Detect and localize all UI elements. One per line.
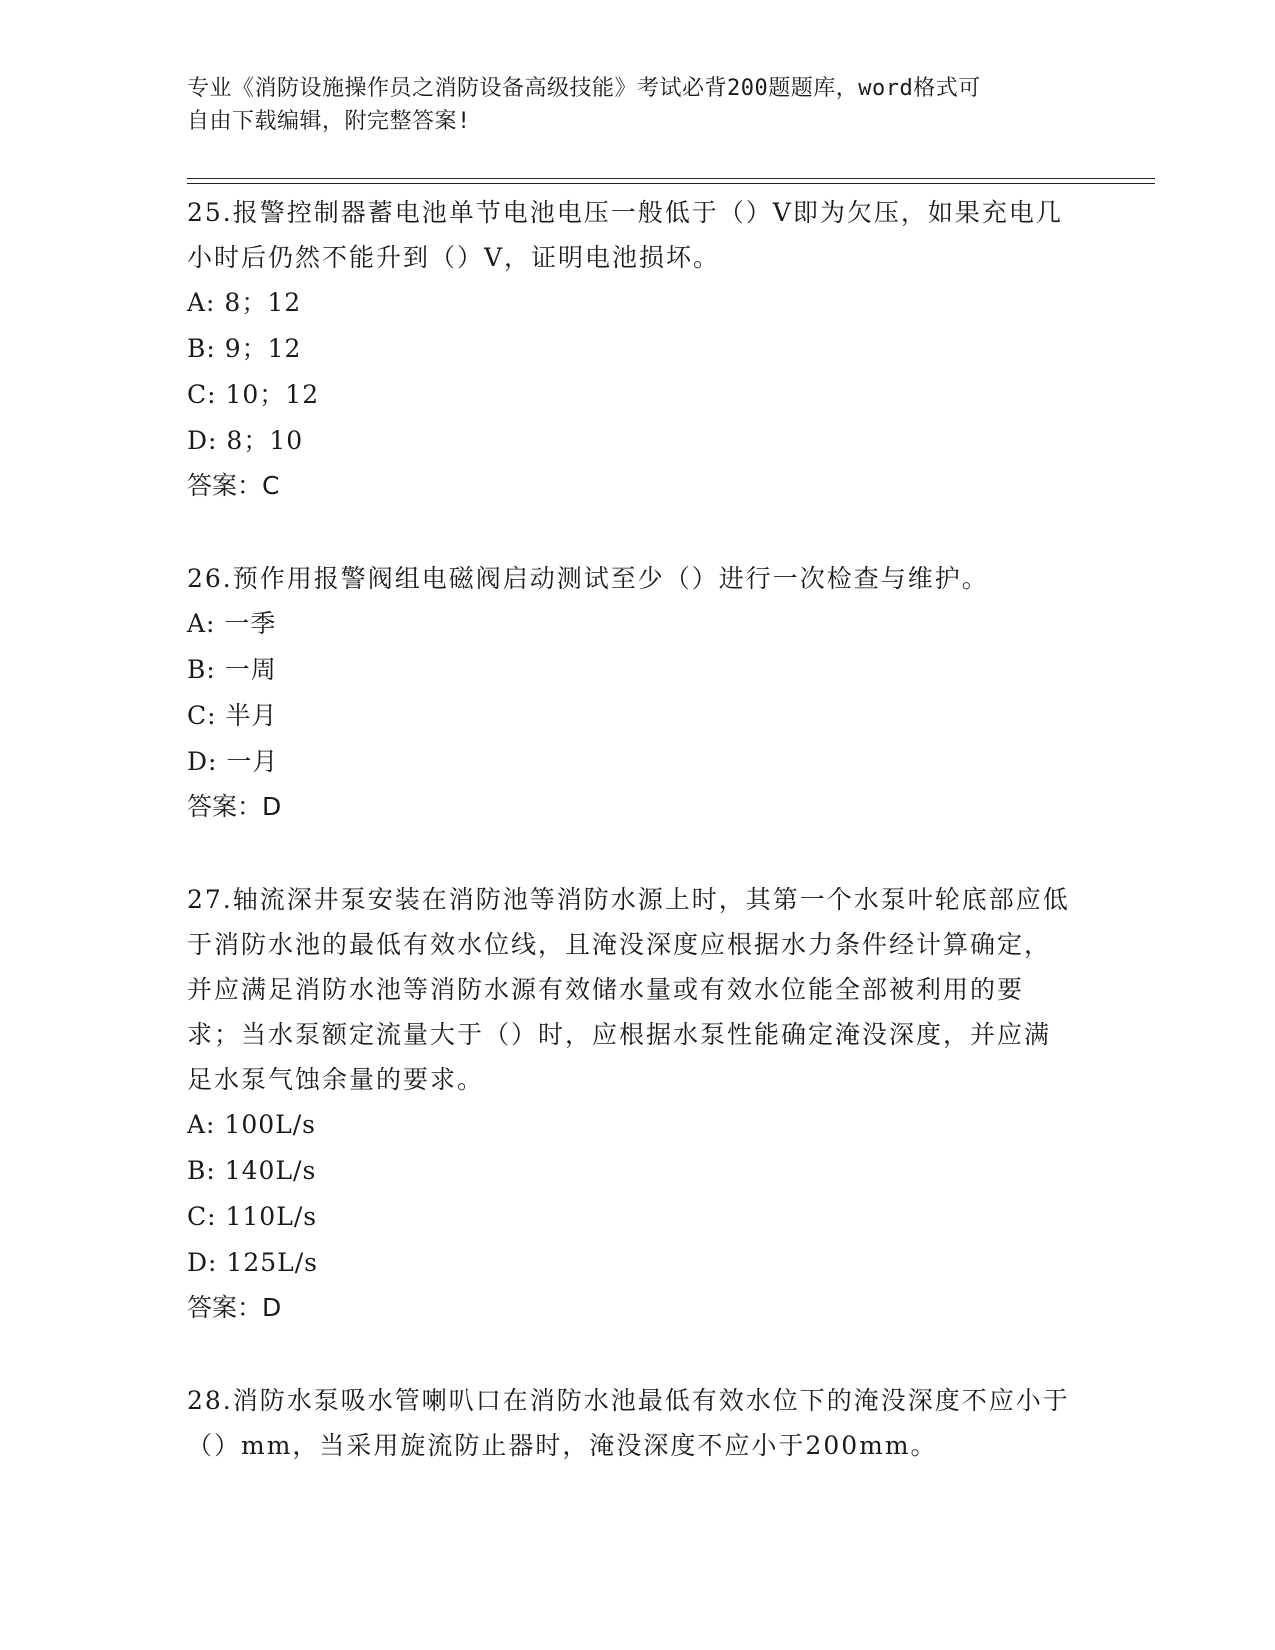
answer: 答案：D xyxy=(187,792,282,821)
spacer xyxy=(187,508,1077,556)
document-header xyxy=(187,72,1067,138)
option-b: B: 140L/s xyxy=(187,1156,317,1185)
option-d: D: 8；10 xyxy=(187,426,304,455)
question-list xyxy=(187,190,1077,1468)
spacer xyxy=(187,1330,1077,1378)
header-line-1: 专业《消防设施操作员之消防设备高级技能》考试必背200题题库，word格式可 xyxy=(187,76,981,101)
option-d: D: 一月 xyxy=(187,747,279,776)
question-28 xyxy=(187,1378,1077,1468)
option-c: C: 10；12 xyxy=(187,380,320,409)
option-a: A: 8；12 xyxy=(187,288,302,317)
question-text: 26.预作用报警阀组电磁阀启动测试至少（）进行一次检查与维护。 xyxy=(187,564,989,593)
option-a: A: 100L/s xyxy=(187,1110,316,1139)
option-b: B: 9；12 xyxy=(187,334,302,363)
question-text: 28.消防水泵吸水管喇叭口在消防水池最低有效水位下的淹没深度不应小于（）mm，当采用旋流防止器时，淹没深度不应小于200mm。 xyxy=(187,1386,1070,1460)
answer: 答案：D xyxy=(187,1293,282,1322)
question-text: 27.轴流深井泵安装在消防池等消防水源上时，其第一个水泵叶轮底部应低于消防水池的最低有效水位线，且淹没深度应根据水力条件经计算确定，并应满足消防水池等消防水源有效储水量或有效水位能全部被利用的要求；当水泵额定流量大于（）时，应根据水泵性能确定淹没深度，并应满足水泵气蚀余量的要求。 xyxy=(187,885,1070,1094)
option-d: D: 125L/s xyxy=(187,1248,318,1277)
question-text: 25.报警控制器蓄电池单节电池电压一般低于（）V即为欠压，如果充电几小时后仍然不能升到（）V，证明电池损坏。 xyxy=(187,198,1063,272)
spacer xyxy=(187,829,1077,877)
option-b: B: 一周 xyxy=(187,655,277,684)
question-25 xyxy=(187,190,1077,508)
question-27 xyxy=(187,877,1077,1330)
option-c: C: 半月 xyxy=(187,701,278,730)
header-divider-top xyxy=(187,178,1155,179)
question-26 xyxy=(187,556,1077,829)
option-c: C: 110L/s xyxy=(187,1202,318,1231)
answer: 答案：C xyxy=(187,471,280,500)
header-line-2: 自由下载编辑，附完整答案! xyxy=(187,109,471,134)
header-divider-bottom xyxy=(187,183,1155,184)
option-a: A: 一季 xyxy=(187,609,277,638)
